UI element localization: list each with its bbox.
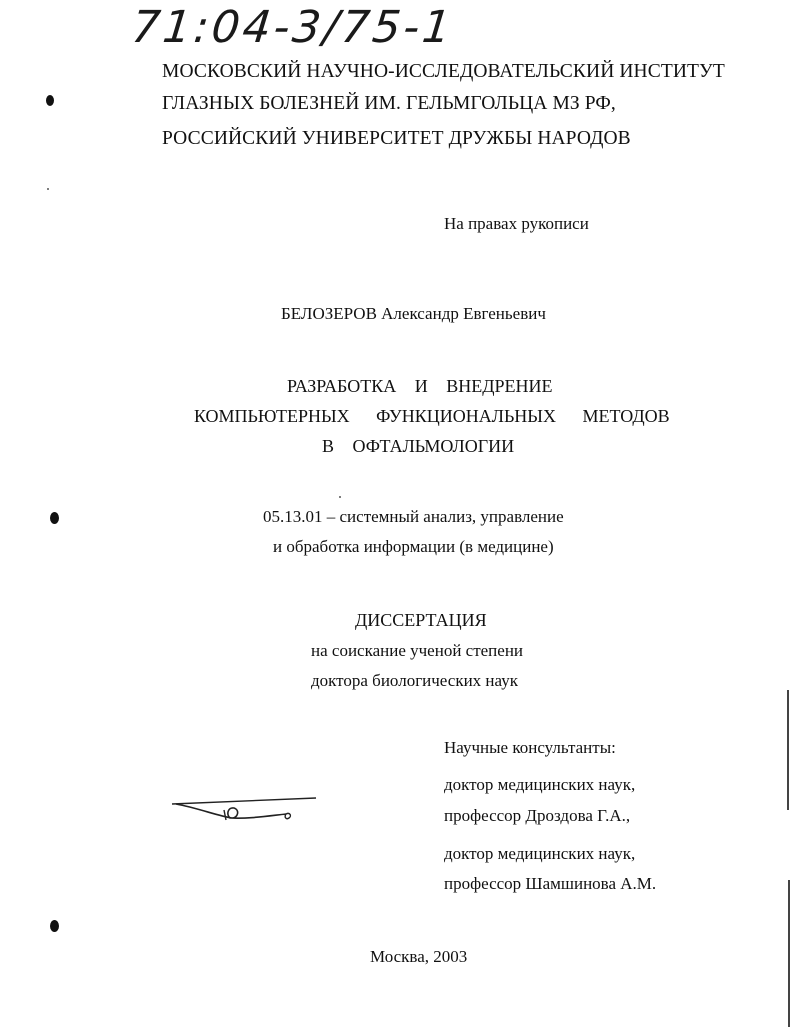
institution-line-3: РОССИЙСКИЙ УНИВЕРСИТЕТ ДРУЖБЫ НАРОДОВ: [162, 128, 631, 149]
scan-edge-line: [787, 690, 789, 810]
title-line-3: В ОФТАЛЬМОЛОГИИ: [322, 436, 515, 456]
consultants-heading: Научные консультанты:: [444, 738, 616, 757]
consultant-line: профессор Шамшинова А.М.: [444, 874, 657, 893]
scan-mark: [50, 512, 59, 524]
manuscript-rights: На правах рукописи: [444, 214, 589, 233]
institution-line-1: МОСКОВСКИЙ НАУЧНО-ИССЛЕДОВАТЕЛЬСКИЙ ИНСТИТУТ: [162, 61, 725, 82]
footer-city-year: Москва, 2003: [370, 947, 468, 966]
archive-number-handwritten: 71:04-3/75-1: [129, 2, 457, 53]
scan-edge-line: [788, 880, 790, 1027]
specialty-line-1: 05.13.01 – системный анализ, управление: [263, 507, 564, 526]
scan-mark: [46, 95, 54, 106]
scan-mark: [50, 920, 59, 932]
scan-speck: [339, 496, 341, 498]
author-name: БЕЛОЗЕРОВ Александр Евгеньевич: [281, 304, 546, 323]
consultant-line: доктор медицинских наук,: [444, 844, 636, 863]
title-line-1: РАЗРАБОТКА И ВНЕДРЕНИЕ: [287, 376, 553, 396]
consultant-line: профессор Дроздова Г.А.,: [444, 806, 631, 825]
signature: [168, 790, 323, 830]
document-type: ДИССЕРТАЦИЯ: [355, 610, 487, 630]
consultant-line: доктор медицинских наук,: [444, 775, 636, 794]
scan-speck: [47, 188, 49, 190]
specialty-line-2: и обработка информации (в медицине): [273, 537, 554, 556]
degree-line-2: доктора биологических наук: [311, 671, 518, 690]
degree-line-1: на соискание ученой степени: [311, 641, 524, 660]
title-line-2: КОМПЬЮТЕРНЫХ ФУНКЦИОНАЛЬНЫХ МЕТОДОВ: [194, 406, 670, 426]
institution-line-2: ГЛАЗНЫХ БОЛЕЗНЕЙ ИМ. ГЕЛЬМГОЛЬЦА МЗ РФ,: [162, 93, 616, 114]
